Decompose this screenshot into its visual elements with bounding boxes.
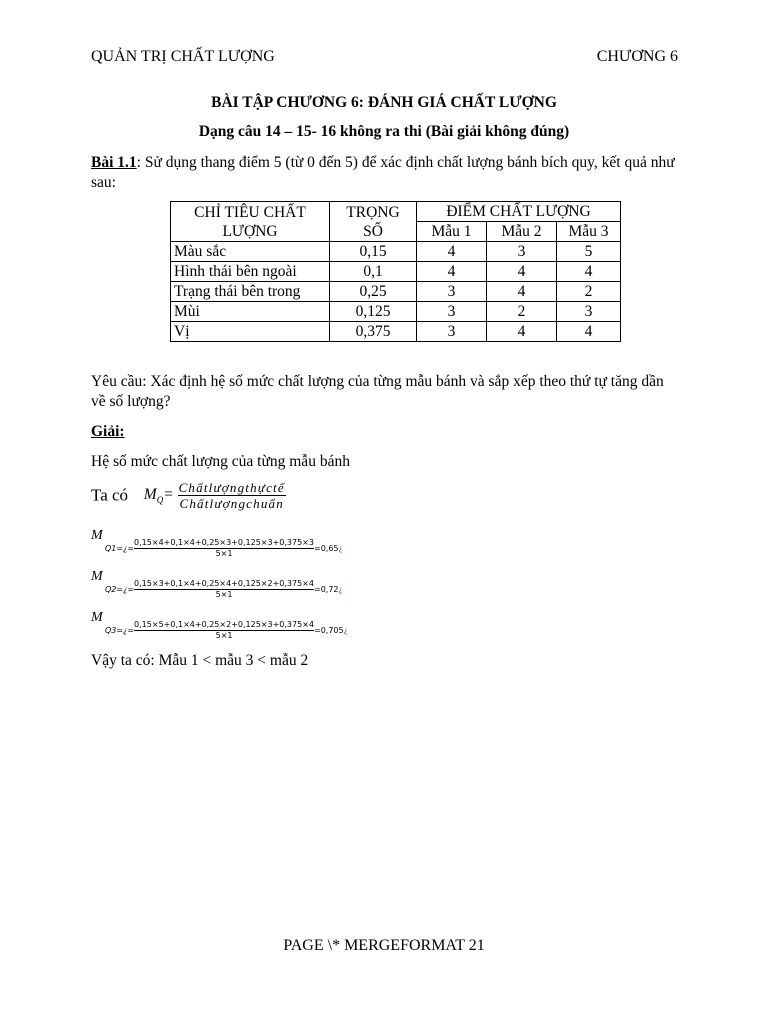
table-row: [171, 242, 621, 262]
header-sample-2: Mẫu 2: [487, 222, 557, 242]
row-score-3: 4: [557, 262, 621, 282]
calc-tail: ¿: [338, 585, 343, 594]
calc-result: =0,72: [313, 585, 339, 594]
row-criterion: Hình thái bên ngoài: [171, 262, 330, 282]
row-criterion: Mùi: [171, 302, 330, 322]
row-weight: 0,375: [330, 322, 417, 342]
table-row: [171, 322, 621, 342]
row-score-1: 3: [417, 282, 487, 302]
row-score-1: 4: [417, 262, 487, 282]
row-score-2: 4: [487, 322, 557, 342]
header-sample-3: Mẫu 3: [557, 222, 621, 242]
row-weight: 0,1: [330, 262, 417, 282]
calc-fraction: [134, 620, 314, 641]
calc-denominator: 5×1: [215, 549, 233, 558]
solution-label: Giải:: [91, 423, 125, 440]
formula-denominator: Chấtlượngchuẩn: [179, 496, 284, 511]
header-weight: TRỌNG SỐ: [330, 202, 417, 242]
calc-fraction: [134, 579, 314, 600]
row-score-1: 3: [417, 302, 487, 322]
calc-symbol: M: [91, 610, 103, 625]
row-score-3: 3: [557, 302, 621, 322]
exercise-statement: [91, 153, 681, 193]
row-criterion: Trạng thái bên trong: [171, 282, 330, 302]
page-subtitle: Dạng câu 14 – 15- 16 không ra thi (Bài giải không đúng): [198, 123, 570, 140]
table-header-row: [171, 202, 621, 222]
calc-result: =0,705: [313, 626, 344, 635]
row-score-2: 4: [487, 262, 557, 282]
calc-numerator: 0,15×5+0,1×4+0,25×2+0,125×3+0,375×4: [134, 620, 314, 629]
row-weight: 0,25: [330, 282, 417, 302]
table-row: [171, 282, 621, 302]
formula-equals: =: [163, 485, 174, 503]
exercise-text: : Sử dụng thang điểm 5 (từ 0 đến 5) để xác định chất lượng bánh bích quy, kết quả như sau:: [91, 154, 675, 191]
calc-subscript: Q1=¿=: [105, 544, 135, 553]
header-left: QUẢN TRỊ CHẤT LƯỢNG: [91, 48, 275, 65]
formula-numerator: Chấtlượngthựctế: [178, 480, 285, 495]
formula-definition: [91, 480, 286, 511]
table-row: [171, 262, 621, 282]
header-sample-1: Mẫu 1: [417, 222, 487, 242]
page-footer: PAGE \* MERGEFORMAT 21: [283, 937, 485, 954]
formula-subscript: Q: [156, 495, 164, 506]
calc-result: =0,65: [313, 544, 339, 553]
row-score-2: 3: [487, 242, 557, 262]
header-right: CHƯƠNG 6: [596, 48, 678, 65]
calc-symbol: M: [91, 569, 103, 584]
formula-fraction: [178, 480, 286, 511]
row-score-2: 4: [487, 282, 557, 302]
row-score-3: 4: [557, 322, 621, 342]
calc-numerator: 0,15×3+0,1×4+0,25×4+0,125×2+0,375×4: [134, 579, 314, 588]
formula-prefix: Ta có: [91, 485, 129, 505]
row-score-2: 2: [487, 302, 557, 322]
page-title: BÀI TẬP CHƯƠNG 6: ĐÁNH GIÁ CHẤT LƯỢNG: [211, 94, 557, 111]
row-weight: 0,15: [330, 242, 417, 262]
calc-fraction: [134, 538, 314, 559]
requirement-text: Yêu cầu: Xác định hệ số mức chất lượng của từng mẫu bánh và sắp xếp theo thứ tự tăng dần về số lượng?: [91, 373, 664, 410]
quality-table: [170, 201, 621, 342]
row-score-1: 3: [417, 322, 487, 342]
calc-symbol: M: [91, 528, 103, 543]
calc-denominator: 5×1: [215, 590, 233, 599]
row-criterion: Màu sắc: [171, 242, 330, 262]
row-score-1: 4: [417, 242, 487, 262]
solution-intro: Hệ số mức chất lượng của từng mẫu bánh: [91, 453, 350, 470]
table-row: [171, 302, 621, 322]
header-score: ĐIỂM CHẤT LƯỢNG: [417, 202, 621, 222]
calc-subscript: Q2=¿=: [105, 585, 135, 594]
row-criterion: Vị: [171, 322, 330, 342]
calc-tail: ¿: [343, 626, 348, 635]
exercise-label: Bài 1.1: [91, 154, 137, 171]
row-score-3: 2: [557, 282, 621, 302]
row-score-3: 5: [557, 242, 621, 262]
calc-tail: ¿: [338, 544, 343, 553]
calc-numerator: 0,15×4+0,1×4+0,25×3+0,125×3+0,375×3: [134, 538, 314, 547]
header-criteria: CHỈ TIÊU CHẤT LƯỢNG: [171, 202, 330, 242]
conclusion-text: Vậy ta có: Mẫu 1 < mẫu 3 < mẫu 2: [91, 652, 309, 669]
formula-symbol: M: [143, 485, 157, 503]
calc-denominator: 5×1: [215, 631, 233, 640]
calc-subscript: Q3=¿=: [105, 626, 135, 635]
row-weight: 0,125: [330, 302, 417, 322]
